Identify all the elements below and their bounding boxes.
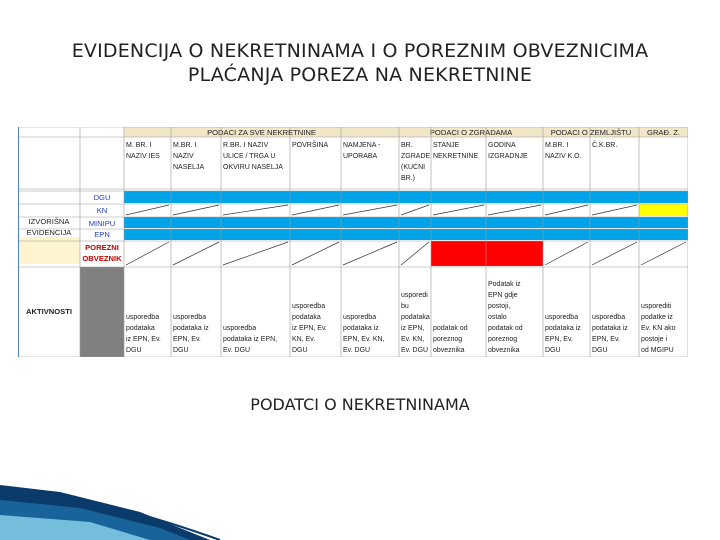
activity-cell: usporediti podatke iz Ev. KN ako postoje i od MGIPU <box>641 303 676 354</box>
page-title-line1: EVIDENCIJA O NEKRETNINAMA I O POREZNIM OBVEZNICIMA <box>71 40 649 62</box>
diagonal-line <box>173 205 219 215</box>
activity-cell: usporedba podataka iz EPN, Ev. DGU <box>592 314 628 354</box>
column-header: NAMJENA - UPORABA <box>343 142 381 160</box>
row-label-sources: IZVORIŠNA EVIDENCIJA <box>26 217 72 237</box>
activity-cell: usporedba podataka iz EPN, Ev. DGU <box>173 314 209 354</box>
activity-cell: usporedba podataka iz EPN, Ev. DGU <box>126 314 161 354</box>
page-title-line2: PLAĆANJA POREZA NA NEKRETNINE <box>187 64 533 86</box>
diagonal-line <box>343 242 397 265</box>
diagonal-line <box>545 205 588 215</box>
diagonal-line <box>433 205 484 215</box>
column-header: STANJE NEKRETNINE <box>433 142 479 160</box>
property-records-table <box>18 127 688 357</box>
sub-row-kn: KN <box>96 206 108 215</box>
sub-row-epn: MINIPU EPN <box>88 219 116 239</box>
decorative-swoosh <box>0 440 720 540</box>
diagonal-line <box>126 242 169 265</box>
diagonal-line <box>292 242 339 265</box>
diagonal-line <box>173 242 219 265</box>
activity-cell: usporedba podataka iz EPN, Ev. KN, Ev. DGU <box>343 314 385 354</box>
activity-cell: usporedi bu podataka iz EPN, Ev. KN, Ev. DGU <box>401 292 430 354</box>
diagonal-line <box>126 205 169 215</box>
diagonal-line <box>545 242 588 265</box>
diagonal-line <box>223 205 288 215</box>
diagonal-line <box>401 242 429 265</box>
column-header: M.BR. I NAZIV K.O. <box>545 142 582 160</box>
group-header-buildings: PODACI O ZGRADAMA <box>399 127 543 137</box>
group-header-grad: GRAĐ. Z. <box>639 127 688 137</box>
activity-cell: podatak od poreznog obveznika <box>433 325 468 354</box>
diagonal-line <box>488 205 541 215</box>
group-header-all: PODACI ZA SVE NEKRETNINE <box>124 127 399 137</box>
column-header: GODINA IZGRADNJE <box>488 142 528 160</box>
column-header: M. BR. I NAZIV IES <box>126 142 160 160</box>
column-header: Č.K.BR. <box>592 142 618 149</box>
diagonal-line <box>343 205 397 215</box>
diagonal-line <box>223 242 288 265</box>
diagonal-line <box>401 205 429 215</box>
row-label-activities: AKTIVNOSTI <box>26 307 72 316</box>
activity-cell: usporedba podataka iz EPN, Ev. KN, Ev. DGU <box>292 303 327 354</box>
column-header: BR. ZGRADE (KUĆNI BR.) <box>401 142 431 182</box>
footer-caption: PODATCI O NEKRETNINAMA <box>250 395 470 414</box>
column-header: R.BR. I NAZIV ULICE / TRGA U OKVIRU NASELJA <box>223 142 283 171</box>
diagonal-line <box>292 205 339 215</box>
diagonal-line <box>592 242 637 265</box>
diagonal-line <box>592 205 637 215</box>
column-header: M.BR. I NAZIV NASELJA <box>173 142 205 171</box>
activity-cell: Podatak iz EPN gdje postoji, ostalo podatak od poreznog obveznika <box>488 281 523 354</box>
sub-row-dgu: DGU <box>93 193 111 202</box>
activity-cell: usporedba podataka iz EPN, Ev. DGU <box>545 314 581 354</box>
sub-row-obveznik: POREZNI OBVEZNIK <box>82 243 122 263</box>
column-header: POVRŠINA <box>292 142 329 149</box>
diagonal-line <box>641 242 686 265</box>
group-header-land: PODACI O ZEMLJIŠTU <box>543 127 639 137</box>
table-grid <box>18 127 688 357</box>
activity-cell: usporedba podataka iz EPN, Ev. DGU <box>223 325 278 354</box>
